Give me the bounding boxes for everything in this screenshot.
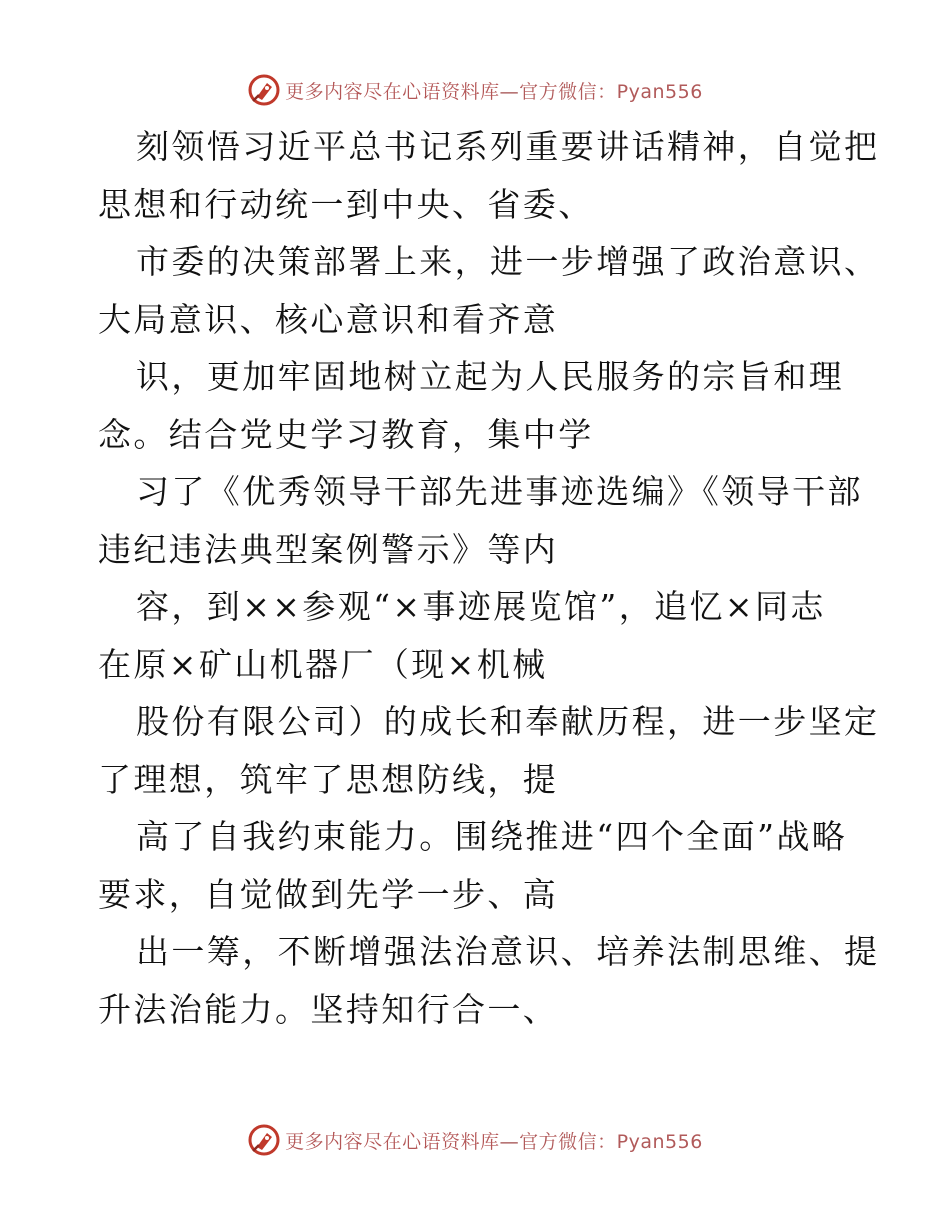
body-line: 大局意识、核心意识和看齐意 [98, 299, 559, 339]
body-line: 思想和行动统一到中央、省委、 [98, 184, 594, 224]
banner-wechat-text: 官方微信：Pyan556 [519, 1130, 703, 1153]
header-banner [0, 70, 950, 110]
body-line: 市委的决策部署上来，进一步增强了政治意识、 [136, 242, 880, 281]
footer-banner [0, 1120, 950, 1160]
body-line: 识，更加牢固地树立起为人民服务的宗旨和理 [136, 357, 844, 396]
body-line: 了理想，筑牢了思想防线，提 [98, 759, 559, 799]
body-line: 出一筹，不断增强法治意识、培养法制思维、提 [136, 932, 880, 971]
document-body [98, 118, 880, 1038]
body-line: 习了《优秀领导干部先进事迹选编》《领导干部 [136, 472, 863, 511]
banner-dash: — [499, 1130, 520, 1153]
body-line: 升法治能力。坚持知行合一、 [98, 989, 559, 1029]
body-line: 容，到××参观“×事迹展览馆”，追忆×同志 [136, 587, 826, 626]
pen-nib-circle-logo-icon [247, 73, 281, 107]
body-line: 要求，自觉做到先学一步、高 [98, 874, 559, 914]
body-line: 违纪违法典型案例警示》等内 [98, 529, 559, 569]
body-line: 股份有限公司）的成长和奉献历程，进一步坚定 [136, 702, 880, 741]
banner-wechat-text: 官方微信：Pyan556 [519, 80, 703, 103]
banner-dash: — [499, 80, 520, 103]
banner-text [285, 77, 703, 104]
body-line: 高了自我约束能力。围绕推进“四个全面”战略 [136, 817, 848, 856]
banner-main-text: 更多内容尽在心语资料库 [285, 1130, 500, 1153]
body-line: 刻领悟习近平总书记系列重要讲话精神，自觉把 [136, 127, 880, 166]
body-line: 念。结合党史学习教育，集中学 [98, 414, 594, 454]
banner-main-text: 更多内容尽在心语资料库 [285, 80, 500, 103]
banner-text [285, 1127, 703, 1154]
body-line: 在原×矿山机器厂（现×机械 [98, 644, 548, 684]
pen-nib-circle-logo-icon [247, 1123, 281, 1157]
